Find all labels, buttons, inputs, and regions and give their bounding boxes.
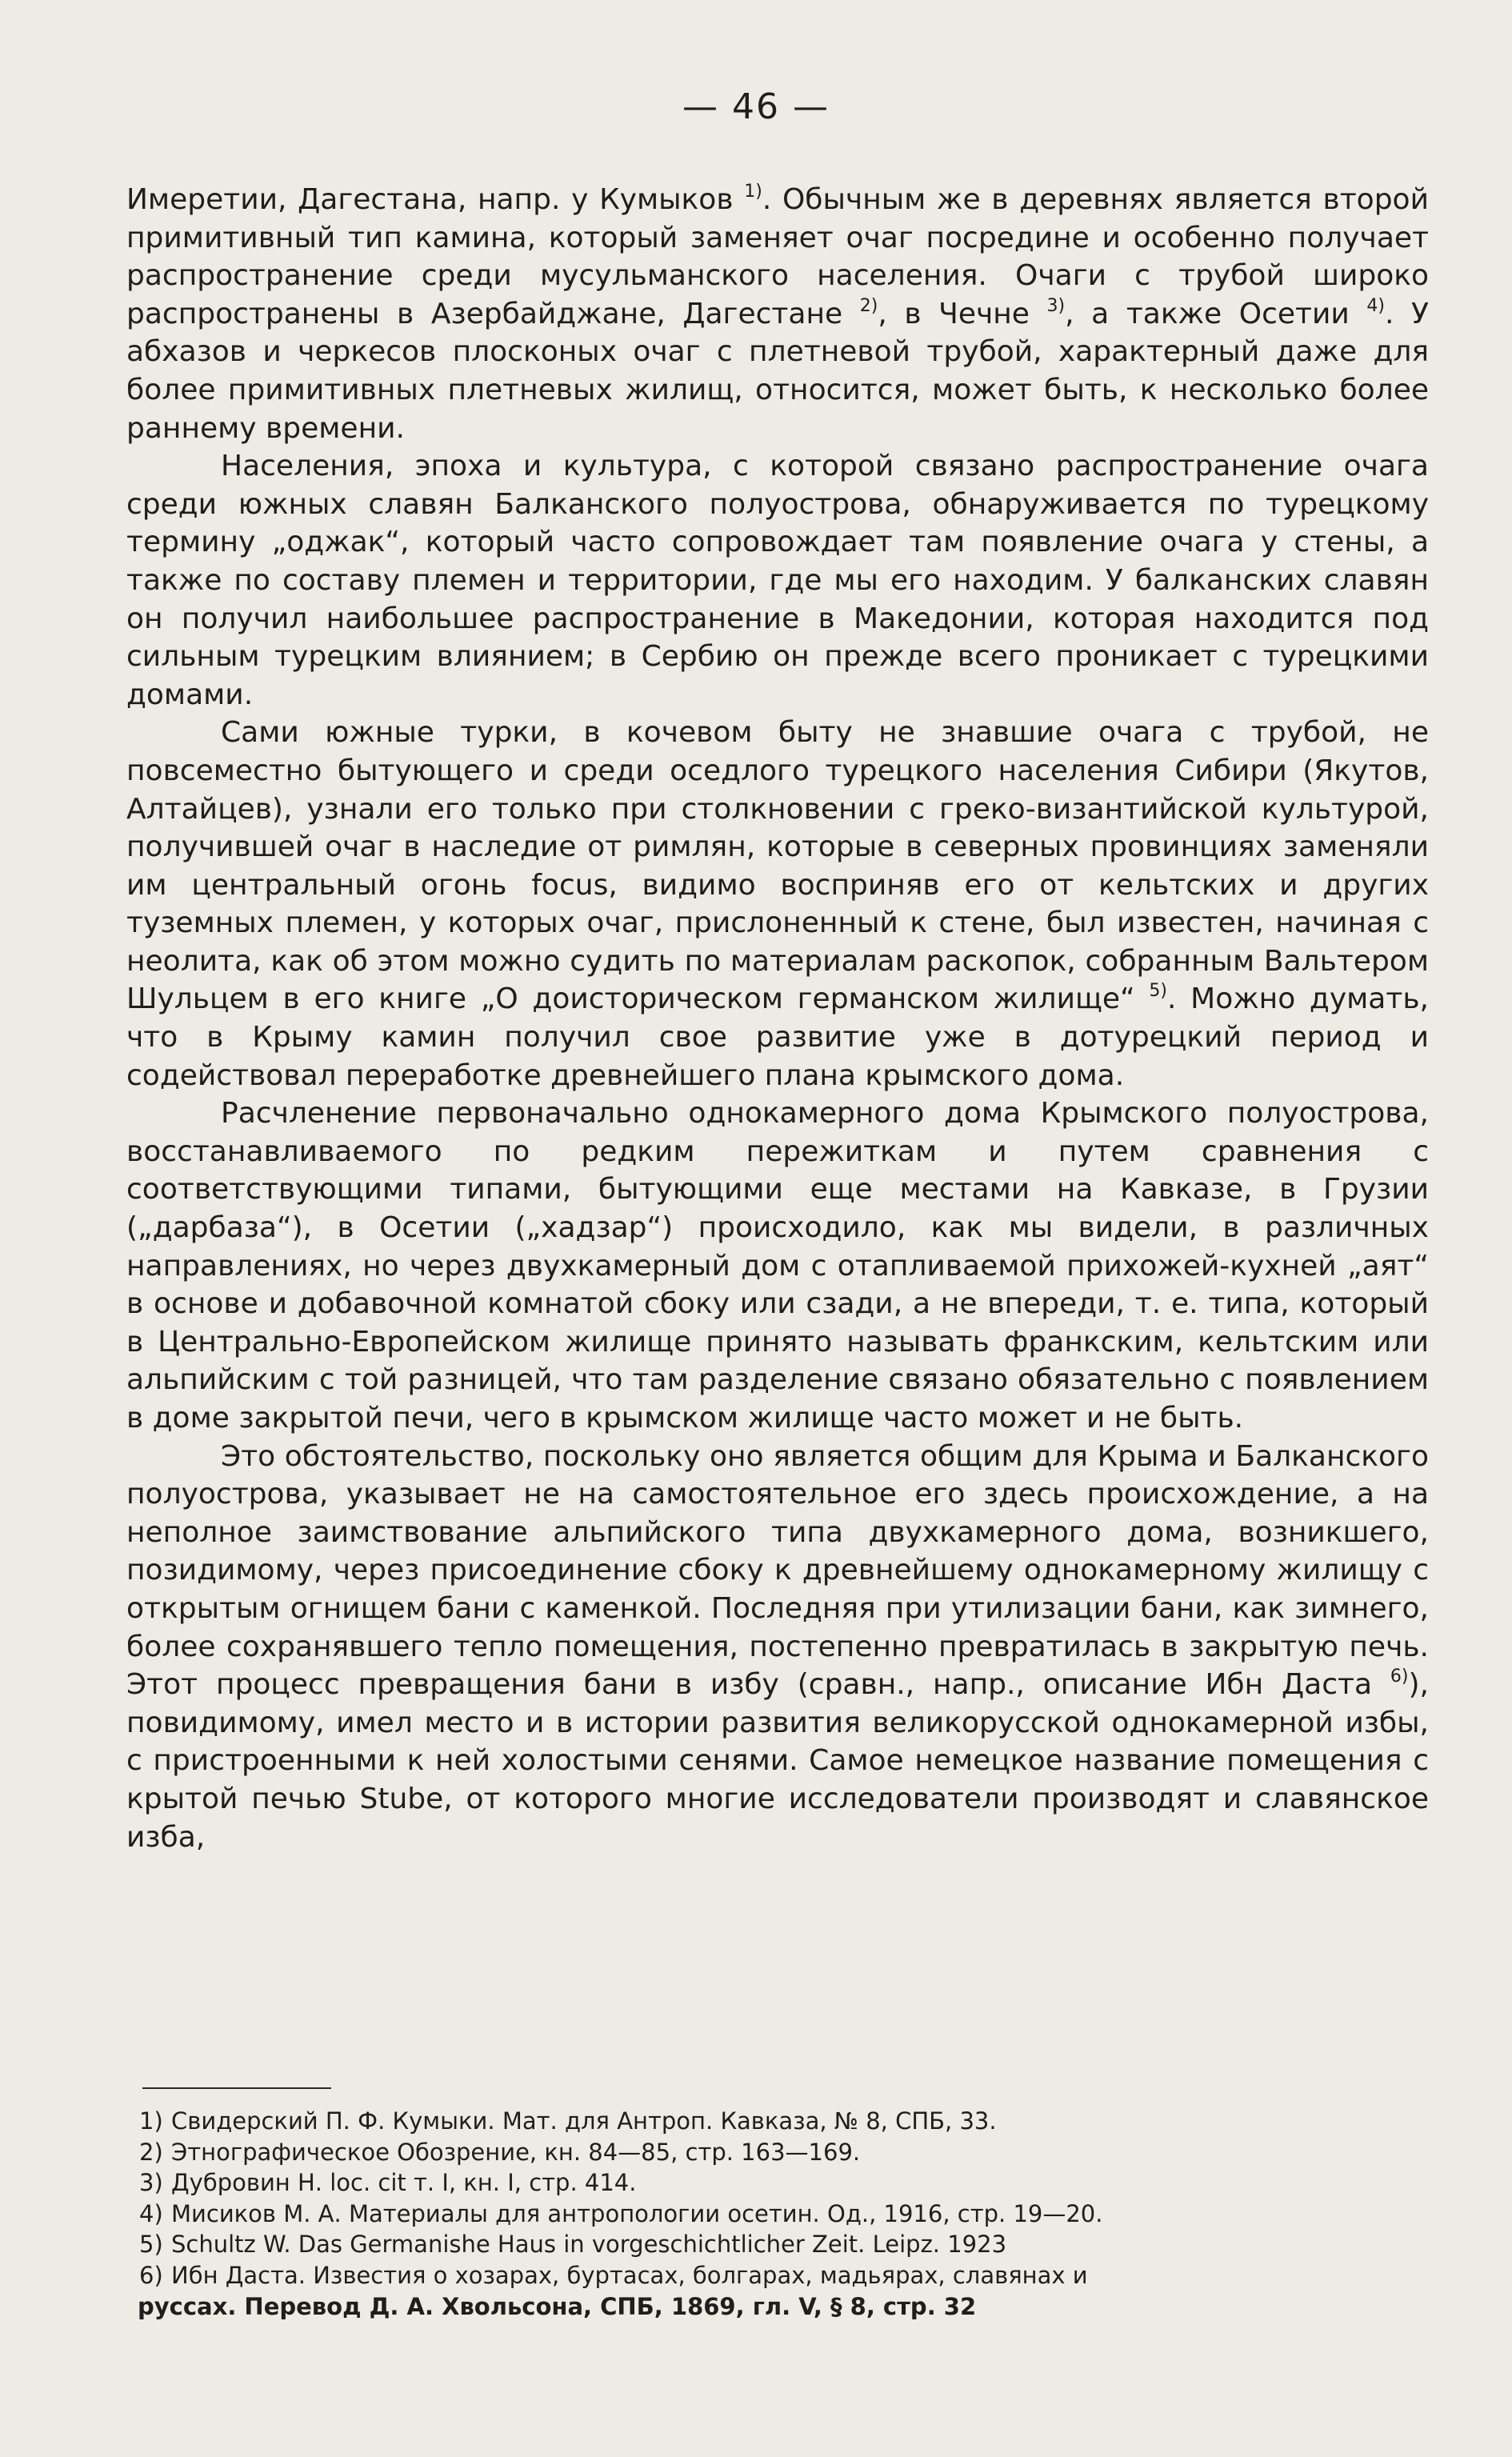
paragraph	[126, 714, 1429, 1094]
paragraph-text: Сами южные турки, в кочевом быту не знавшие очага с трубой, не повсеместно бытующего и среди оседлого турецкого населения Сибири (Якутов, Алтайцев), узнали его только при столкновении с греко-византийской культурой, получившей очаг в наследие от римлян, которые в северных провинциях заменяли им центральный огонь focus, видимо восприняв его от кельтских и других туземных племен, у которых очаг, прислоненный к стене, был известен, начиная с неолита, как об этом можно судить по материалам раскопок, собранным Вальтером Шульцем в его книге „О доисторическом германском жилище“	[126, 716, 1429, 1016]
page-number: — 46 —	[682, 86, 830, 127]
footnotes	[139, 2106, 1443, 2322]
footnote-mark: 6)	[139, 2261, 163, 2289]
footnote-ref: 4)	[1366, 295, 1386, 316]
footnote-mark: 1)	[139, 2107, 163, 2135]
footnote-text: Этнографическое Обозрение, кн. 84—85, стр. 163—169.	[171, 2138, 861, 2166]
footnote-ref: 1)	[744, 182, 762, 202]
footnote-mark: 2)	[139, 2138, 163, 2166]
footnote-mark: 3)	[139, 2169, 163, 2197]
paragraph-text: , в Чечне	[878, 297, 1047, 330]
footnote-text: Дубровин Н. loc. cit т. I, кн. I, стр. 414.	[171, 2169, 637, 2197]
footnote-text: Мисиков М. А. Материалы для антропологии осетин. Од., 1916, стр. 19—20.	[171, 2199, 1103, 2227]
paragraph	[126, 447, 1429, 714]
footnote-mark: 5)	[139, 2231, 163, 2259]
footnote-separator	[142, 2087, 331, 2089]
footnote	[139, 2106, 1443, 2137]
footnote-ref: 6)	[1390, 1667, 1409, 1687]
paragraph-text: . Можно думать, что в Крыму камин получил свое развитие уже в дотурецкий период и содействовал переработке древнейшего плана крымского дома.	[126, 982, 1429, 1092]
footnote-ref: 2)	[859, 295, 878, 316]
paragraph-text: , а также Осетии	[1065, 297, 1367, 330]
paragraph-text: Это обстоятельство, поскольку оно является общим для Крыма и Балканского полуострова, указывает не на самостоятельное его здесь происхождение, а на неполное заимствование альпийского типа двухкамерного дома, возникшего, позидимому, через присоединение сбоку к древнейшему однокамерному жилищу с открытым огнищем бани с каменкой. Последняя при утилизации бани, как зимнего, более сохранявшего тепло помещения, постепенно превратилась в закрытую печь. Этот процесс превращения бани в избу (сравн., напр., описание Ибн Даста	[126, 1439, 1429, 1702]
footnote-text: Свидерский П. Ф. Кумыки. Мат. для Антроп. Кавказа, № 8, СПБ, 33.	[171, 2107, 997, 2135]
footnote	[139, 2137, 1443, 2168]
footnote-mark: 4)	[139, 2199, 163, 2227]
footnote	[139, 2167, 1443, 2199]
footnote-text: Ибн Даста. Известия о хозарах, буртасах, болгарах, мадьярах, славянах и	[171, 2261, 1088, 2289]
footnote	[139, 2229, 1443, 2260]
paragraph-text: . Обычным же в деревнях является второй примитивный тип камина, который заменяет очаг посредине и особенно получает распространение среди мусульманского населения. Очаги с трубой широко распространены в Азербайджане, Дагестане	[126, 183, 1429, 330]
paragraph-text: . У абхазов и черкесов плосконых очаг с плетневой трубой, характерный даже для более примитивных плетневых жилищ, относится, может быть, к несколько более раннему времени.	[126, 297, 1429, 445]
paragraph	[126, 1438, 1429, 1857]
paragraph-text: Населения, эпоха и культура, с которой связано распространение очага среди южных славян Балканского полуострова, обнаруживается по турецкому термину „оджак“, который часто сопровождает там появление очага у стены, а также по составу племен и территории, где мы его находим. У балканских славян он получил наибольшее распространение в Македонии, которая находится под сильным турецким влиянием; в Сербию он прежде всего проникает с турецкими домами.	[126, 450, 1429, 711]
footnote-ref: 3)	[1046, 295, 1066, 316]
paragraph	[126, 1094, 1429, 1437]
paragraph-text: Расчленение первоначально однокамерного дома Крымского полуострова, восстанавливаемого по редким пережиткам и путем сравнения с соответствующими типами, бытующими еще местами на Кавказе, в Грузии („дарбаза“), в Осетии („хадзар“) происходило, как мы видели, в различных направлениях, но через двухкамерный дом с отапливаемой прихожей-кухней „аят“ в основе и добавочной комнатой сбоку или сзади, а не впереди, т. е. типа, который в Центрально-Европейском жилище принято называть франкским, кельтским или альпийским с той разницей, что там разделение связано обязательно с появлением в доме закрытой печи, чего в крымском жилище часто может и не быть.	[126, 1097, 1429, 1435]
footnote-continuation: руссах. Перевод Д. А. Хвольсона, СПБ, 1869, гл. V, § 8, стр. 32	[138, 2292, 977, 2320]
footnote	[139, 2260, 1443, 2291]
footnote-ref: 5)	[1149, 981, 1167, 1002]
paragraph-text: ), повидимому, имел место и в истории развития великорусской однокамерной избы, с пристроенными к ней холостыми сенями. Самое немецкое название помещения с крытой печью Stube, от которого многие исследователи производят и славянское изба,	[126, 1668, 1429, 1854]
body-text	[126, 181, 1429, 1856]
paragraph-text: Имеретии, Дагестана, напр. у Кумыков	[126, 183, 745, 216]
paragraph	[126, 181, 1429, 447]
footnote	[139, 2199, 1443, 2230]
footnote-text: Schultz W. Das Germanishe Haus in vorgeschichtlicher Zeit. Leipz. 1923	[171, 2231, 1007, 2259]
